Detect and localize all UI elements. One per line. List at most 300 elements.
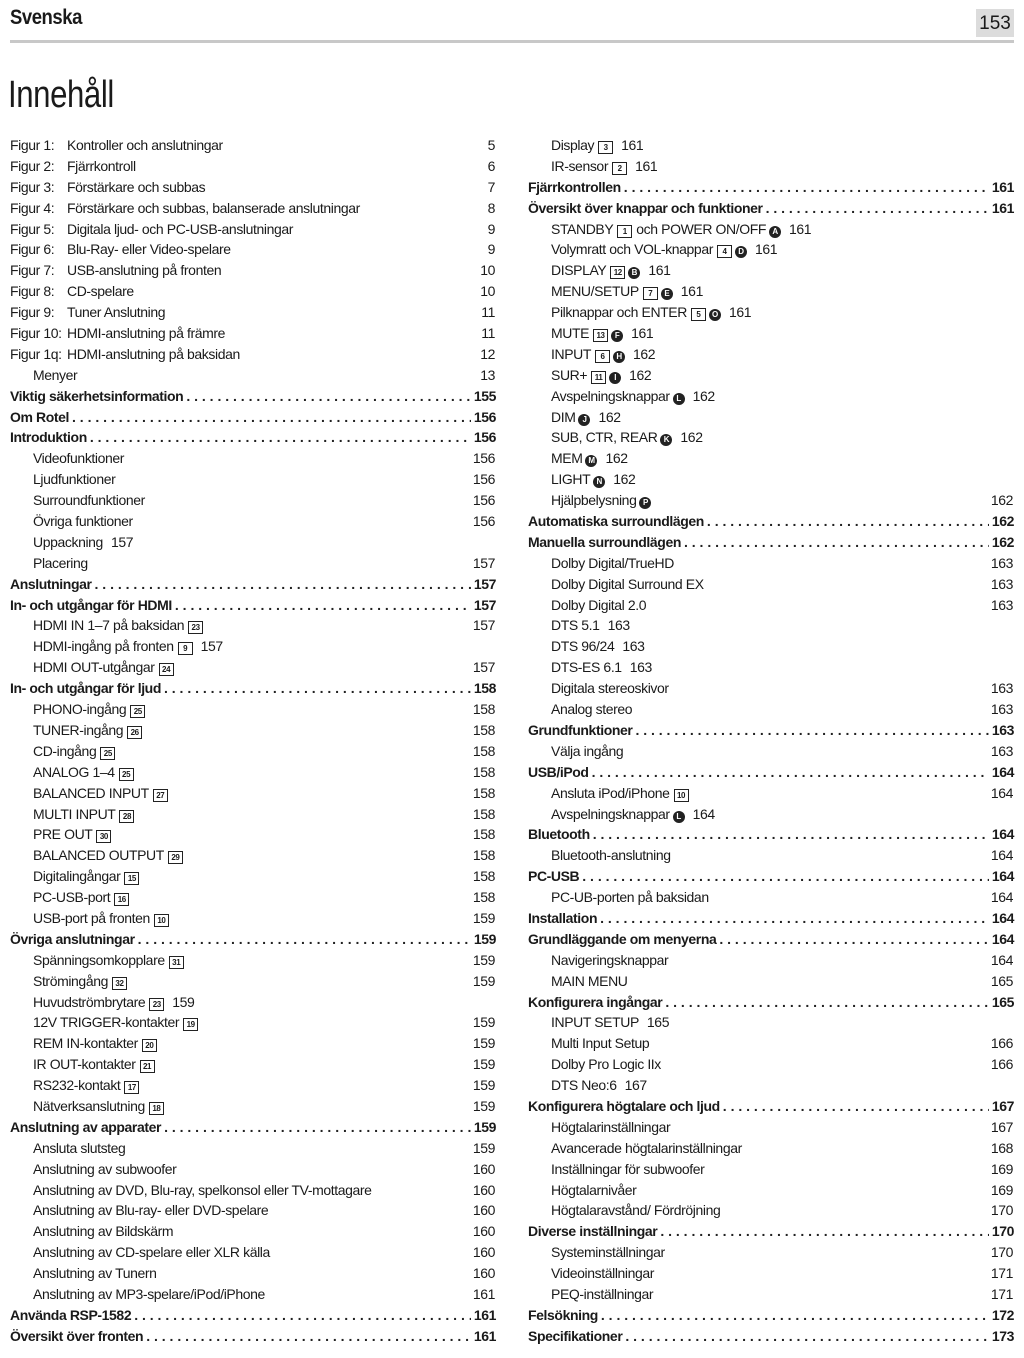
page-ref: 157	[472, 617, 495, 634]
toc-entry[interactable]	[528, 1054, 1014, 1075]
toc-entry[interactable]	[10, 1242, 496, 1263]
toc-entry-text: MEM	[551, 450, 583, 467]
toc-entry[interactable]	[528, 323, 1014, 344]
page-ref: 170	[990, 1202, 1013, 1219]
page-ref: 170	[990, 1244, 1013, 1261]
toc-entry[interactable]	[528, 260, 1014, 281]
page-ref: 164	[991, 909, 1014, 926]
page-ref: 12	[480, 345, 495, 362]
toc-entry-text: IR OUT-kontakter	[33, 1056, 136, 1073]
toc-entry-text: Ansluta slutsteg	[33, 1139, 126, 1156]
figure-label: Figur 10:	[10, 325, 62, 342]
figure-ref-icon: 20	[142, 1039, 157, 1052]
figure-ref-icon: 27	[153, 789, 168, 802]
toc-entry-text: SUR+	[551, 366, 588, 383]
toc-entry-text: Anslutning av Bildskärm	[33, 1223, 174, 1240]
toc-entry[interactable]	[10, 992, 496, 1013]
page-ref: 163	[607, 617, 630, 634]
dot-leader	[164, 678, 471, 699]
toc-entry-text: Anslutning av apparater	[10, 1118, 162, 1135]
toc-entry[interactable]	[10, 1075, 496, 1096]
toc-entry[interactable]	[528, 177, 1014, 198]
toc-entry[interactable]	[528, 1180, 1014, 1201]
toc-entry[interactable]	[10, 365, 496, 386]
remote-button-badge-icon: H	[613, 351, 625, 363]
toc-entry[interactable]	[10, 177, 496, 198]
toc-entry[interactable]	[528, 511, 1014, 532]
toc-entry[interactable]	[528, 845, 1014, 866]
page-ref: 165	[991, 993, 1014, 1010]
toc-entry[interactable]	[528, 1284, 1014, 1305]
toc-entry[interactable]	[10, 1054, 496, 1075]
page-ref: 161	[472, 1285, 495, 1302]
page-ref: 168	[990, 1139, 1013, 1156]
toc-entry[interactable]	[528, 866, 1014, 887]
page-ref: 167	[991, 1097, 1014, 1114]
toc-left-column	[10, 135, 496, 1347]
toc-entry[interactable]	[10, 156, 496, 177]
toc-entry[interactable]	[10, 239, 496, 260]
remote-button-badge-icon: B	[628, 267, 640, 279]
page-ref: 158	[472, 847, 495, 864]
toc-entry[interactable]	[10, 135, 496, 156]
toc-entry-text: Högtalarinställningar	[551, 1118, 671, 1135]
toc-entry[interactable]	[528, 950, 1014, 971]
remote-button-badge-icon: L	[673, 393, 685, 405]
figure-label: Figur 1:	[10, 137, 55, 153]
toc-entry-text: Anslutning av CD-spelare eller XLR källa	[33, 1244, 270, 1261]
figure-ref-icon: 32	[112, 977, 127, 990]
toc-entry[interactable]	[528, 929, 1014, 950]
toc-entry[interactable]	[10, 762, 496, 783]
toc-entry-text: USB-anslutning på fronten	[67, 262, 222, 279]
page-ref: 159	[473, 1118, 496, 1135]
page-ref: 5	[487, 137, 495, 153]
toc-entry-text: HDMI OUT-utgångar	[33, 659, 155, 676]
toc-entry[interactable]	[528, 1096, 1014, 1117]
page-ref: 10	[480, 283, 495, 300]
toc-entry[interactable]	[10, 1012, 496, 1033]
toc-entry-text: Automatiska surroundlägen	[528, 513, 704, 530]
toc-entry[interactable]	[10, 595, 496, 616]
dot-leader	[582, 866, 989, 887]
figure-ref-icon: 2	[612, 162, 627, 175]
toc-entry-text: 12V TRIGGER-kontakter	[33, 1014, 180, 1031]
page-ref: 159	[472, 1077, 495, 1094]
toc-entry[interactable]	[528, 219, 1014, 240]
toc-entry-text: TUNER-ingång	[33, 721, 124, 738]
remote-button-badge-icon: F	[611, 330, 623, 342]
page-ref: 163	[990, 575, 1013, 592]
toc-entry-text: RS232-kontakt	[33, 1077, 121, 1094]
toc-entry[interactable]	[10, 260, 496, 281]
toc-entry-text: MENU/SETUP	[551, 283, 639, 300]
remote-button-badge-icon: N	[593, 476, 605, 488]
toc-entry[interactable]	[528, 1305, 1014, 1326]
remote-button-badge-icon: J	[578, 414, 590, 426]
toc-entry[interactable]	[528, 532, 1014, 553]
toc-entry[interactable]	[528, 239, 1014, 260]
page-ref: 11	[481, 325, 495, 342]
dot-leader	[593, 824, 989, 845]
toc-entry-text: Grundfunktioner	[528, 721, 633, 738]
figure-ref-icon: 5	[691, 308, 706, 321]
dot-leader	[707, 511, 989, 532]
page-ref: 155	[473, 387, 496, 404]
toc-entry-text: Pilknappar och ENTER	[551, 304, 687, 321]
page-ref: 157	[473, 596, 496, 613]
toc-entry[interactable]	[10, 845, 496, 866]
toc-entry[interactable]	[10, 1033, 496, 1054]
toc-entry[interactable]	[10, 908, 496, 929]
toc-entry[interactable]	[528, 887, 1014, 908]
toc-entry-text: Strömingång	[33, 972, 108, 989]
figure-ref-icon: 1	[617, 225, 632, 238]
figure-ref-icon: 3	[598, 141, 613, 154]
page-ref: 166	[990, 1035, 1013, 1052]
toc-entry-text: Diverse inställningar	[528, 1223, 658, 1240]
toc-entry[interactable]	[528, 699, 1014, 720]
toc-entry[interactable]	[528, 156, 1014, 177]
page-ref: 159	[472, 1035, 495, 1052]
toc-entry-text: BALANCED INPUT	[33, 784, 149, 801]
toc-entry[interactable]	[10, 615, 496, 636]
remote-button-badge-icon: O	[709, 309, 721, 321]
page-ref: 163	[622, 638, 645, 655]
page-ref: 156	[472, 471, 495, 488]
toc-entry[interactable]	[528, 720, 1014, 741]
dot-leader	[600, 908, 989, 929]
toc-entry-text: INPUT	[551, 345, 592, 362]
toc-entry[interactable]	[10, 302, 496, 323]
page-ref: 156	[472, 450, 495, 467]
toc-entry[interactable]	[10, 699, 496, 720]
dot-leader	[766, 198, 989, 219]
toc-entry[interactable]	[528, 992, 1014, 1013]
toc-entry-text: DTS Neo:6	[551, 1077, 617, 1094]
toc-entry[interactable]	[528, 198, 1014, 219]
page-ref: 161	[473, 1306, 496, 1323]
toc-entry-text: Viktig säkerhetsinformation	[10, 387, 184, 404]
toc-entry-text-continued: och POWER ON/OFF	[636, 220, 767, 237]
page-ref: 160	[472, 1223, 495, 1240]
toc-entry-text: Digitalingångar	[33, 868, 121, 885]
toc-entry[interactable]	[528, 574, 1014, 595]
toc-entry[interactable]	[10, 386, 496, 407]
toc-entry-text: HDMI-anslutning på främre	[67, 325, 226, 342]
toc-entry[interactable]	[528, 595, 1014, 616]
page-ref: 159	[472, 1139, 495, 1156]
toc-entry[interactable]	[10, 741, 496, 762]
toc-entry[interactable]	[10, 1117, 496, 1138]
toc-entry[interactable]	[10, 344, 496, 365]
toc-entry-text: Digitala ljud- och PC-USB-anslutningar	[67, 220, 294, 237]
dot-leader	[175, 595, 471, 616]
language-label: Svenska	[10, 6, 82, 29]
toc-entry[interactable]	[528, 678, 1014, 699]
toc-entry[interactable]	[528, 427, 1014, 448]
toc-entry[interactable]	[528, 365, 1014, 386]
toc-entry[interactable]	[10, 532, 496, 553]
page-ref: 173	[991, 1327, 1014, 1344]
page-ref: 160	[472, 1160, 495, 1177]
toc-entry[interactable]	[10, 323, 496, 344]
toc-entry-text: Felsökning	[528, 1306, 598, 1323]
toc-entry[interactable]	[528, 386, 1014, 407]
toc-entry-text: Dolby Digital/TrueHD	[551, 554, 674, 571]
toc-entry[interactable]	[528, 762, 1014, 783]
toc-entry[interactable]	[528, 741, 1014, 762]
toc-entry[interactable]	[10, 929, 496, 950]
figure-ref-icon: 9	[178, 642, 193, 655]
dot-leader	[592, 762, 989, 783]
toc-entry[interactable]	[528, 1263, 1014, 1284]
toc-entry-text: Avspelningsknappar	[551, 805, 670, 822]
figure-ref-icon: 19	[183, 1018, 198, 1031]
toc-entry[interactable]	[10, 804, 496, 825]
toc-entry-text: BALANCED OUTPUT	[33, 847, 164, 864]
page-ref: 166	[990, 1056, 1013, 1073]
toc-entry[interactable]	[528, 1117, 1014, 1138]
toc-entry-text: Högtalaravstånd/ Fördröjning	[551, 1202, 721, 1219]
figure-ref-icon: 31	[169, 956, 184, 969]
page-ref: 163	[991, 721, 1014, 738]
toc-entry-text: HDMI-anslutning på baksidan	[67, 345, 240, 362]
dot-leader	[660, 1221, 989, 1242]
toc-entry[interactable]	[10, 783, 496, 804]
toc-entry[interactable]	[528, 971, 1014, 992]
toc-entry-text: Manuella surroundlägen	[528, 533, 681, 550]
toc-entry[interactable]	[528, 490, 1014, 511]
toc-entry[interactable]	[10, 678, 496, 699]
toc-entry[interactable]	[528, 1033, 1014, 1054]
toc-entry[interactable]	[10, 553, 496, 574]
toc-entry-text: Anslutning av subwoofer	[33, 1160, 177, 1177]
toc-entry-text: Högtalarnivåer	[551, 1181, 637, 1198]
toc-entry[interactable]	[528, 1138, 1014, 1159]
page-ref: 162	[629, 366, 652, 383]
toc-entry[interactable]	[10, 407, 496, 428]
page-ref: 163	[990, 742, 1013, 759]
toc-entry-text: Avspelningsknappar	[551, 387, 670, 404]
toc-entry-text: In- och utgångar för ljud	[10, 680, 161, 697]
toc-entry-text: Översikt över knappar och funktioner	[528, 199, 763, 216]
toc-entry[interactable]	[10, 1221, 496, 1242]
page-ref: 156	[472, 513, 495, 530]
toc-entry[interactable]	[10, 511, 496, 532]
page-ref: 164	[990, 847, 1013, 864]
toc-entry[interactable]	[528, 1159, 1014, 1180]
toc-entry[interactable]	[528, 135, 1014, 156]
toc-entry[interactable]	[10, 950, 496, 971]
page-ref: 157	[472, 554, 495, 571]
dot-leader	[601, 1305, 989, 1326]
toc-entry[interactable]	[528, 469, 1014, 490]
page-ref: 172	[991, 1306, 1014, 1323]
toc-entry-text: Blu-Ray- eller Video-spelare	[67, 241, 231, 258]
page-ref: 164	[991, 826, 1014, 843]
toc-entry-text: Övriga funktioner	[33, 513, 133, 530]
toc-entry[interactable]	[528, 908, 1014, 929]
page-ref: 161	[635, 157, 658, 174]
toc-entry-text: Placering	[33, 554, 88, 571]
toc-entry-text: Förstärkare och subbas	[67, 178, 206, 195]
page-ref: 7	[487, 178, 495, 195]
toc-entry-text: Fjärrkontroll	[67, 157, 136, 174]
page-ref: 161	[621, 137, 644, 153]
toc-entry-text: Bluetooth-anslutning	[551, 847, 671, 864]
dot-leader	[625, 1326, 988, 1347]
page-ref: 157	[472, 659, 495, 676]
page-ref: 8	[487, 199, 495, 216]
page-ref: 161	[680, 283, 703, 300]
figure-ref-icon: 13	[593, 329, 608, 342]
toc-entry-text: Videoinställningar	[551, 1265, 655, 1282]
toc-entry-text: Spänningsomkopplare	[33, 951, 165, 968]
toc-entry-text: PC-USB-port	[33, 889, 111, 906]
toc-entry[interactable]	[10, 1180, 496, 1201]
toc-entry-text: CD-spelare	[67, 283, 134, 300]
page-ref: 159	[472, 951, 495, 968]
toc-entry-text: PC-USB	[528, 868, 580, 885]
toc-entry-text: Hjälpbelysning	[551, 492, 637, 509]
toc-entry[interactable]	[528, 804, 1014, 825]
toc-entry[interactable]	[10, 971, 496, 992]
page-ref: 9	[487, 241, 495, 258]
toc-entry[interactable]	[10, 720, 496, 741]
figure-ref-icon: 11	[591, 371, 606, 384]
page-ref: 158	[472, 826, 495, 843]
toc-entry[interactable]	[528, 615, 1014, 636]
page-number: 153	[976, 9, 1014, 37]
toc-entry-text: Nätverksanslutning	[33, 1097, 145, 1114]
page-ref: 160	[472, 1244, 495, 1261]
toc-entry[interactable]	[528, 636, 1014, 657]
toc-entry[interactable]	[10, 469, 496, 490]
toc-entry[interactable]	[528, 824, 1014, 845]
toc-entry[interactable]	[10, 1326, 496, 1347]
page-ref: 159	[472, 909, 495, 926]
toc-entry-text: Anslutning av Tunern	[33, 1265, 157, 1282]
page-ref: 164	[991, 763, 1014, 780]
toc-entry[interactable]	[528, 783, 1014, 804]
toc-entry[interactable]	[528, 448, 1014, 469]
toc-entry[interactable]	[528, 281, 1014, 302]
page-ref: 164	[991, 930, 1014, 947]
toc-entry[interactable]	[10, 1096, 496, 1117]
toc-entry-text: Volymratt och VOL-knappar	[551, 241, 713, 258]
toc-right-column	[528, 135, 1014, 1347]
dot-leader	[138, 929, 471, 950]
page-ref: 163	[990, 596, 1013, 613]
figure-ref-icon: 25	[100, 747, 115, 760]
toc-entry[interactable]	[528, 1200, 1014, 1221]
toc-entry[interactable]	[528, 407, 1014, 428]
remote-button-badge-icon: P	[639, 497, 651, 509]
toc-entry[interactable]	[10, 490, 496, 511]
toc-entry-text: USB/iPod	[528, 763, 589, 780]
toc-entry[interactable]	[10, 1159, 496, 1180]
toc-entry[interactable]	[10, 636, 496, 657]
toc-entry-text: DIM	[551, 408, 576, 425]
dot-leader	[95, 574, 471, 595]
toc-entry[interactable]	[10, 824, 496, 845]
toc-entry-text: REM IN-kontakter	[33, 1035, 138, 1052]
toc-entry[interactable]	[528, 1012, 1014, 1033]
toc-entry-text: Anslutning av Blu-ray- eller DVD-spelare	[33, 1202, 269, 1219]
toc-entry-text: STANDBY	[551, 220, 614, 237]
toc-entry[interactable]	[10, 1263, 496, 1284]
toc-entry[interactable]	[10, 1138, 496, 1159]
toc-entry[interactable]	[10, 1200, 496, 1221]
toc-entry[interactable]	[10, 866, 496, 887]
toc-entry-text: Konfigurera ingångar	[528, 993, 663, 1010]
page-ref: 164	[990, 951, 1013, 968]
toc-entry[interactable]	[10, 1284, 496, 1305]
toc-entry-text: Förstärkare och subbas, balanserade anslutningar	[67, 199, 360, 216]
toc-entry-text: Avancerade högtalarinställningar	[551, 1139, 742, 1156]
figure-ref-icon: 15	[124, 872, 139, 885]
page-ref: 160	[472, 1265, 495, 1282]
figure-label: Figur 2:	[10, 157, 55, 174]
figure-label: Figur 5:	[10, 220, 55, 237]
toc-entry[interactable]	[10, 219, 496, 240]
page-ref: 162	[613, 471, 636, 488]
toc-entry[interactable]	[10, 1305, 496, 1326]
toc-entry-text: Anslutning av DVD, Blu-ray, spelkonsol eller TV-mottagare	[33, 1181, 372, 1198]
toc-entry[interactable]	[528, 344, 1014, 365]
figure-ref-icon: 25	[119, 768, 134, 781]
toc-entry[interactable]	[528, 1326, 1014, 1347]
toc-entry-text: DTS 5.1	[551, 617, 600, 634]
figure-ref-icon: 6	[595, 350, 610, 363]
toc-entry[interactable]	[528, 657, 1014, 678]
toc-entry[interactable]	[10, 574, 496, 595]
toc-entry[interactable]	[10, 281, 496, 302]
toc-entry-text: Välja ingång	[551, 742, 624, 759]
toc-entry[interactable]	[528, 302, 1014, 323]
page-ref: 159	[472, 1056, 495, 1073]
toc-entry[interactable]	[528, 1242, 1014, 1263]
toc-entry[interactable]	[528, 553, 1014, 574]
figure-ref-icon: 4	[717, 245, 732, 258]
page-header	[10, 0, 1014, 43]
toc-entry[interactable]	[10, 198, 496, 219]
toc-entry-text: Ansluta iPod/iPhone	[551, 784, 670, 801]
figure-label: Figur 6:	[10, 241, 55, 258]
toc-entry-text: Översikt över fronten	[10, 1327, 144, 1344]
toc-entry[interactable]	[10, 427, 496, 448]
page-ref: 162	[991, 513, 1014, 530]
toc-entry-text: DTS 96/24	[551, 638, 615, 655]
toc-entry[interactable]	[10, 448, 496, 469]
toc-entry-text: Fjärrkontrollen	[528, 178, 621, 195]
toc-entry[interactable]	[528, 1221, 1014, 1242]
toc-entry-text: USB-port på fronten	[33, 909, 150, 926]
toc-entry[interactable]	[10, 657, 496, 678]
dot-leader	[186, 386, 471, 407]
dot-leader	[665, 992, 988, 1013]
toc-entry[interactable]	[10, 887, 496, 908]
page-ref: 163	[629, 659, 652, 676]
dot-leader	[684, 532, 989, 553]
toc-entry-text: SUB, CTR, REAR	[551, 429, 658, 446]
page-ref: 162	[633, 345, 656, 362]
toc-entry-text: LIGHT	[551, 471, 591, 488]
toc-entry[interactable]	[528, 1075, 1014, 1096]
toc-entry-text: DISPLAY	[551, 262, 607, 279]
toc-entry-text: ANALOG 1–4	[33, 763, 115, 780]
